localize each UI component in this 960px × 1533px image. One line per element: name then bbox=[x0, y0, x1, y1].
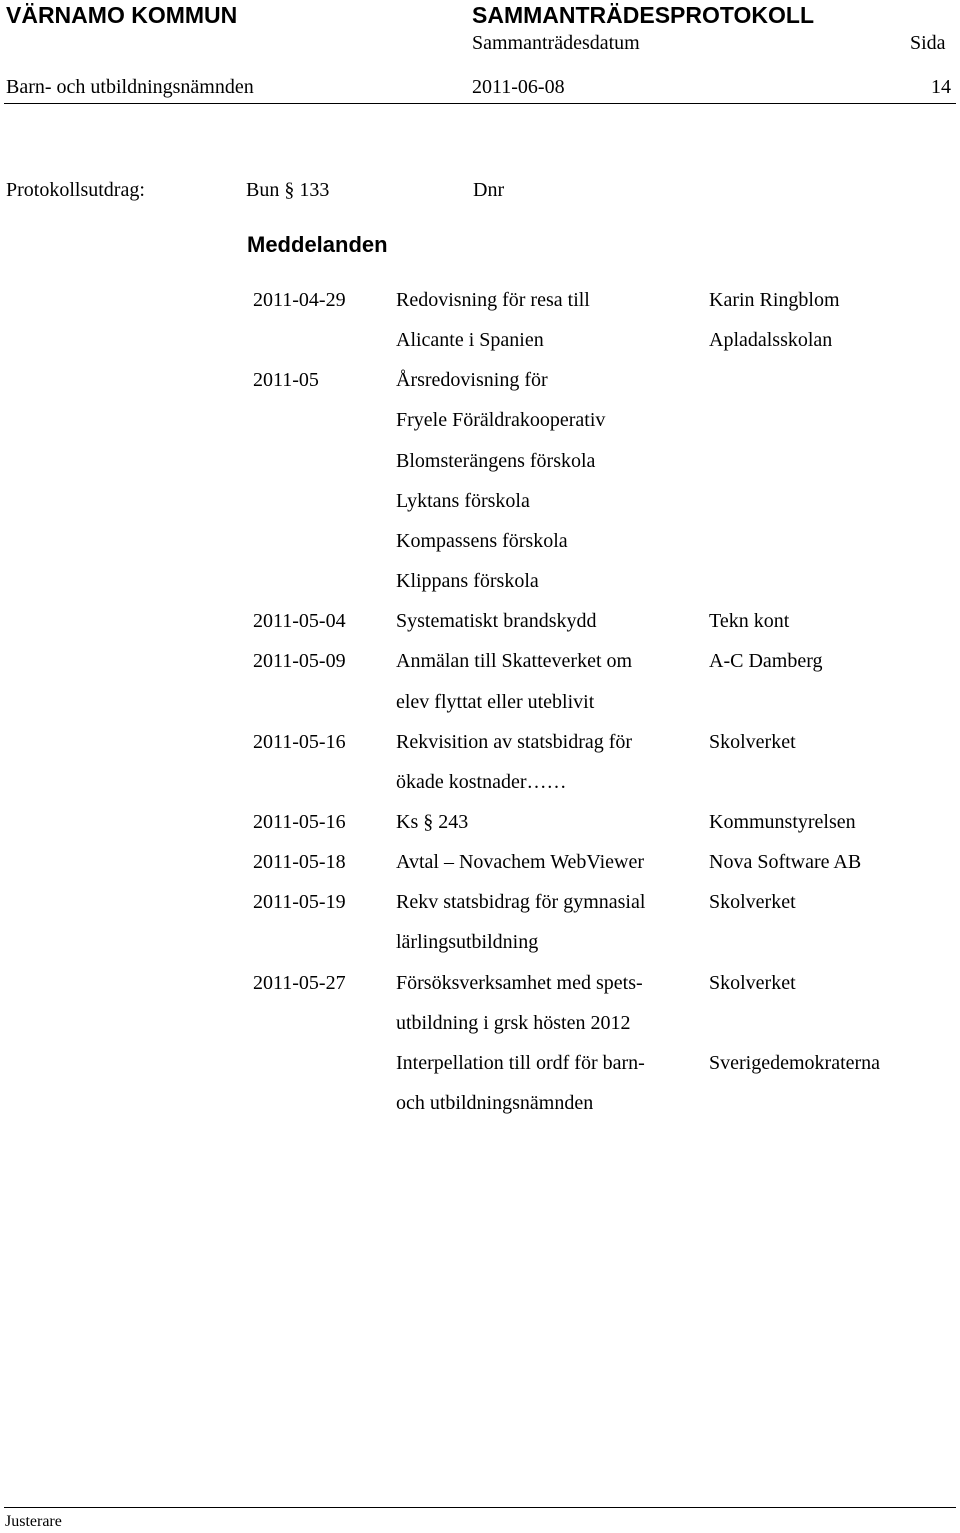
page-number: 14 bbox=[931, 76, 951, 98]
message-subject: och utbildningsnämnden bbox=[396, 1092, 594, 1114]
message-sender: A-C Damberg bbox=[709, 650, 823, 673]
message-subject: Rekvisition av statsbidrag för bbox=[396, 730, 633, 753]
meeting-date-label: Sammanträdesdatum bbox=[472, 32, 640, 54]
message-sender: Kommunstyrelsen bbox=[709, 810, 856, 833]
message-date: 2011-05-04 bbox=[253, 610, 346, 633]
message-subject: Ks § 243 bbox=[396, 810, 469, 833]
meeting-date: 2011-06-08 bbox=[472, 76, 565, 98]
message-subject: Lyktans förskola bbox=[396, 489, 530, 512]
message-date: 2011-05-18 bbox=[253, 851, 346, 874]
message-sender: Nova Software AB bbox=[709, 851, 862, 874]
message-sender: Sverigedemokraterna bbox=[709, 1051, 881, 1074]
message-subject: Avtal – Novachem WebViewer bbox=[396, 851, 645, 874]
message-subject: Redovisning för resa till bbox=[396, 289, 590, 311]
message-sender: Skolverket bbox=[709, 891, 796, 914]
municipality-name: VÄRNAMO KOMMUN bbox=[6, 2, 238, 28]
message-subject: Anmälan till Skatteverket om bbox=[396, 650, 633, 673]
message-date: 2011-05-27 bbox=[253, 971, 346, 994]
justerare-label: Justerare bbox=[5, 1513, 62, 1530]
message-subject: Försöksverksamhet med spets- bbox=[396, 971, 643, 994]
message-date: 2011-04-29 bbox=[253, 289, 346, 311]
footer-divider bbox=[4, 1507, 956, 1508]
section-title: Meddelanden bbox=[247, 232, 388, 257]
message-date: 2011-05-16 bbox=[253, 730, 346, 753]
document-type: SAMMANTRÄDESPROTOKOLL bbox=[472, 2, 815, 28]
extract-label: Protokollsutdrag: bbox=[6, 179, 145, 201]
message-date: 2011-05 bbox=[253, 369, 319, 392]
message-subject: Alicante i Spanien bbox=[396, 329, 544, 352]
message-date: 2011-05-19 bbox=[253, 891, 346, 914]
message-date: 2011-05-16 bbox=[253, 810, 346, 833]
message-subject: elev flyttat eller uteblivit bbox=[396, 690, 595, 713]
message-date: 2011-05-09 bbox=[253, 650, 346, 673]
message-subject: ökade kostnader…… bbox=[396, 770, 567, 793]
message-subject: Årsredovisning för bbox=[396, 369, 548, 392]
message-sender: Skolverket bbox=[709, 971, 796, 994]
message-subject: Rekv statsbidrag för gymnasial bbox=[396, 891, 646, 914]
message-subject: Systematiskt brandskydd bbox=[396, 610, 597, 633]
message-subject: Interpellation till ordf för barn- bbox=[396, 1051, 645, 1074]
message-subject: utbildning i grsk hösten 2012 bbox=[396, 1011, 631, 1034]
message-subject: lärlingsutbildning bbox=[396, 931, 539, 954]
message-subject: Blomsterängens förskola bbox=[396, 449, 596, 472]
message-subject: Kompassens förskola bbox=[396, 529, 568, 552]
message-subject: Klippans förskola bbox=[396, 570, 539, 592]
header-divider bbox=[4, 103, 956, 104]
message-sender: Tekn kont bbox=[709, 610, 790, 633]
committee-name: Barn- och utbildningsnämnden bbox=[6, 76, 254, 98]
dnr-label: Dnr bbox=[473, 179, 505, 201]
page-label: Sida bbox=[910, 32, 946, 54]
message-subject: Fryele Föräldrakooperativ bbox=[396, 409, 606, 432]
message-sender: Skolverket bbox=[709, 730, 796, 753]
message-sender: Karin Ringblom bbox=[709, 289, 840, 311]
paragraph-number: Bun § 133 bbox=[246, 179, 330, 201]
message-sender: Apladalsskolan bbox=[709, 329, 833, 352]
